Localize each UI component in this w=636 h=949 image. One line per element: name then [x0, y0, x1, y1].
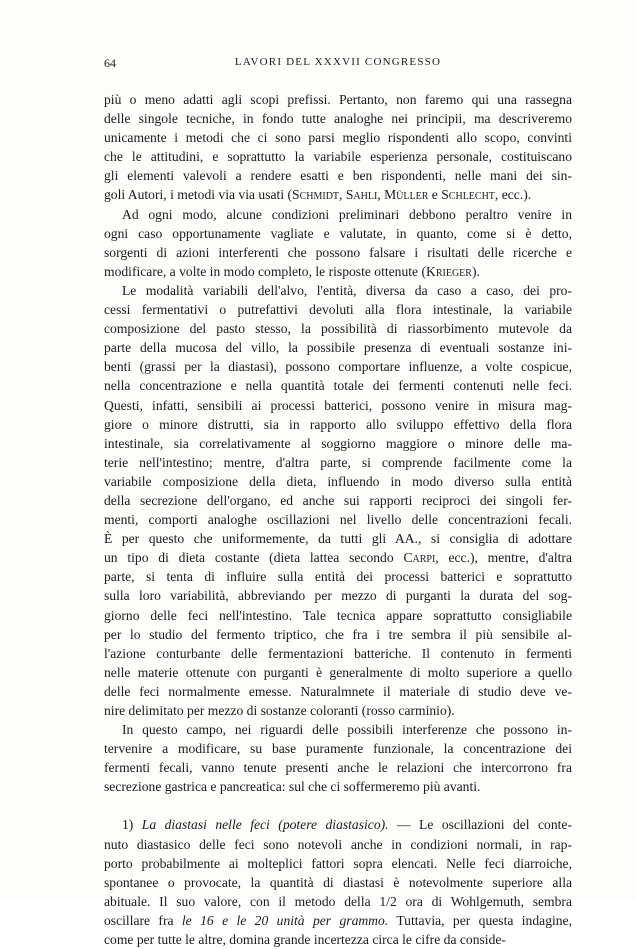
text-line: [104, 701, 572, 720]
text-run: secrezione gastrica e pancreatica: sul che ci soffermeremo più avanti.: [104, 779, 481, 795]
text-run: nella concentrazione e nella quantità totale dei fermenti contenuti nelle feci.: [104, 378, 572, 394]
text-run: — Le oscillazioni del conte-: [388, 817, 572, 833]
text-run: giore o minore distrutti, sia in rapporto allo sviluppo effettivo della flora: [104, 416, 572, 432]
text-line: [104, 128, 572, 147]
text-run: Le modalità variabili dell'alvo, l'entità, diversa da caso a caso, dei pro-: [122, 282, 572, 298]
text-run: goli Autori, i metodi via via usati (: [104, 187, 293, 203]
text-line: [104, 396, 572, 415]
text-run: ,: [377, 187, 385, 203]
text-line: [104, 930, 572, 949]
text-run: È per questo che uniformemente, da tutti gli AA., si consiglia di adottare: [104, 531, 572, 547]
text-run: delle feci normalmente emesse. Naturalmnete il materiale di studio deve ve-: [104, 683, 572, 699]
text-line: [104, 873, 572, 892]
text-line: [104, 185, 572, 204]
text-run: e: [428, 187, 442, 203]
text-run: parte della mucosa del villo, la possibile presenza di eventuali sostanze ini-: [104, 340, 572, 356]
text-run: composizione del pasto stesso, la possibilità di riassorbimento mutevole da: [104, 321, 572, 337]
text-line: [104, 147, 572, 166]
text-run: , ecc.).: [494, 187, 532, 203]
text-run: sorgenti di azioni interferenti che possono falsare i risultati delle ricerche e: [104, 244, 572, 260]
text-line: [104, 166, 572, 185]
text-run: della secrezione dell'organo, ed anche sui rapporti reciproci dei singoli fer-: [104, 492, 572, 508]
text-run: spontanee o provocate, la quantità di diastasi è notevolmente superiore alla: [104, 874, 572, 890]
text-run: 1): [122, 817, 142, 833]
text-line: [104, 300, 572, 319]
text-line: [104, 338, 572, 357]
text-run: oscillare fra: [104, 912, 182, 928]
text-run: In questo campo, nei riguardi delle possibili interferenze che possono in-: [122, 722, 572, 738]
text-run: tervenire a modificare, su base puramente funzionale, la concentrazione dei: [104, 741, 572, 757]
text-line: [104, 625, 572, 644]
running-head: LAVORI DEL XXXVII CONGRESSO: [234, 56, 442, 68]
text-run: nelle materie ottenute con purganti è generalmente di molto superiore a quello: [104, 664, 572, 680]
text-line: [104, 510, 572, 529]
text-run: che le attitudini, e soprattutto la variabile esperienza personale, costituiscano: [104, 149, 572, 165]
text-run: Schlecht: [441, 187, 495, 203]
text-run: abituale. Il suo valore, con il metodo della 1/2 ora di Wohlgemuth, sembra: [104, 893, 572, 909]
page-header: [104, 56, 572, 72]
text-run: per lo studio del fermento triptico, che fra i tre sembra il più sensibile al-: [104, 626, 572, 642]
paragraph: [104, 205, 572, 281]
text-line: [104, 567, 572, 586]
text-run: variabile composizione della dieta, influendo in modo diverso sulla entità: [104, 473, 572, 489]
text-run: sulla loro variabilità, abbreviando per mezzo di purganti la durata del sog-: [104, 588, 572, 604]
text-run: intestinale, sia correlativamente al soggiorno maggiore o minore delle ma-: [104, 435, 572, 451]
text-line: [104, 491, 572, 510]
text-run: terie nell'intestino; mentre, d'altra parte, si comprende facilmente come la: [104, 454, 572, 470]
text-line: [104, 529, 572, 548]
text-run: Carpi: [403, 550, 436, 566]
text-run: modificare, a volte in modo completo, le risposte ottenute (: [104, 263, 427, 279]
text-line: [104, 205, 572, 224]
text-run: ,: [339, 187, 346, 203]
text-run: più o meno adatti agli scopi prefissi. Pertanto, non faremo qui una rassegna: [104, 92, 572, 107]
text-line: [104, 854, 572, 873]
text-line: [104, 777, 572, 796]
text-run: menti, comporti analoghe oscillazioni nel livello delle concentrazioni fecali.: [104, 512, 572, 528]
text-run: Questi, infatti, sensibili ai processi batterici, possono venire in misura mag-: [104, 397, 572, 413]
text-line: [104, 911, 572, 930]
page-number: 64: [104, 56, 116, 70]
text-run: ogni caso opportunamente vagliate e valutate, in quanto, come si è detto,: [104, 225, 572, 241]
text-run: Schmidt: [292, 187, 340, 203]
text-run: La diastasi nelle feci (potere diastasico).: [141, 817, 389, 833]
text-line: [104, 606, 572, 625]
text-line: [104, 739, 572, 758]
text-line: [104, 663, 572, 682]
text-run: nire delimitato per mezzo di sostanze coloranti (rosso carminio).: [104, 703, 455, 718]
text-line: [104, 835, 572, 854]
text-run: benti (grassi per la diastasi), possono comportare influenze, a volte cospicue,: [104, 359, 572, 375]
text-run: cessi fermentativi o putrefattivi devoluti alla flora intestinale, la variabile: [104, 302, 572, 318]
text-run: come per tutte le altre, domina grande incertezza circa le cifre da conside-: [104, 932, 506, 948]
text-line: [104, 892, 572, 911]
text-run: l'azione conturbante delle fermentazioni batteriche. Il contenuto in fermenti: [104, 645, 572, 661]
text-run: porto probabilmente ai molteplici fattori sopra elencati. Nelle feci diarroiche,: [104, 855, 572, 871]
text-line: [104, 548, 572, 567]
text-line: [104, 376, 572, 395]
text-line: [104, 281, 572, 300]
paragraph: [104, 281, 572, 720]
text-run: Tuttavia, per questa indagine,: [388, 912, 572, 928]
text-run: Ad ogni modo, alcune condizioni preliminari debbono peraltro venire in: [122, 206, 572, 222]
text-line: [104, 90, 572, 109]
text-run: Krieger: [426, 263, 472, 279]
text-run: Sahli: [345, 187, 378, 203]
text-run: giorno delle feci nell'intestino. Tale tecnica appare soprattutto consigliabile: [104, 607, 572, 623]
section-gap: [104, 796, 572, 815]
text-run: nuto diastasico delle feci sono notevoli anche in condizioni normali, in rap-: [104, 836, 572, 852]
body-text: [104, 90, 572, 949]
text-run: , ecc.), mentre, d'altra: [435, 550, 572, 566]
text-line: [104, 243, 572, 262]
text-run: delle singole tecniche, in fondo tutte analoghe nei principii, ma descriveremo: [104, 111, 572, 127]
text-run: fermenti fecali, vanno tenute presenti anche le relazioni che intercorrono fra: [104, 760, 572, 776]
text-line: [104, 682, 572, 701]
text-line: [104, 434, 572, 453]
paragraph: [104, 815, 572, 949]
text-run: un tipo di dieta costante (dieta lattea secondo: [104, 550, 404, 566]
text-run: ).: [471, 263, 480, 279]
text-line: [104, 815, 572, 834]
text-line: [104, 472, 572, 491]
text-line: [104, 319, 572, 338]
text-run: unicamente i metodi che ci sono parsi meglio rispondenti allo scopo, convinti: [104, 130, 572, 146]
paragraph: [104, 720, 572, 796]
text-line: [104, 758, 572, 777]
text-run: parte, si tenta di influire sulla entità dei processi batterici e soprattutto: [104, 569, 572, 585]
text-line: [104, 262, 572, 281]
text-line: [104, 109, 572, 128]
text-line: [104, 224, 572, 243]
text-line: [104, 644, 572, 663]
text-run: gli elementi valevoli a rendere esatti e ben rispondenti, nelle mani dei sin-: [104, 168, 572, 184]
text-run: Müller: [384, 187, 429, 203]
text-line: [104, 586, 572, 605]
text-line: [104, 453, 572, 472]
text-line: [104, 357, 572, 376]
text-line: [104, 720, 572, 739]
text-run: le 16 e le 20 unità per grammo.: [181, 912, 389, 928]
paragraph: [104, 90, 572, 205]
text-line: [104, 415, 572, 434]
